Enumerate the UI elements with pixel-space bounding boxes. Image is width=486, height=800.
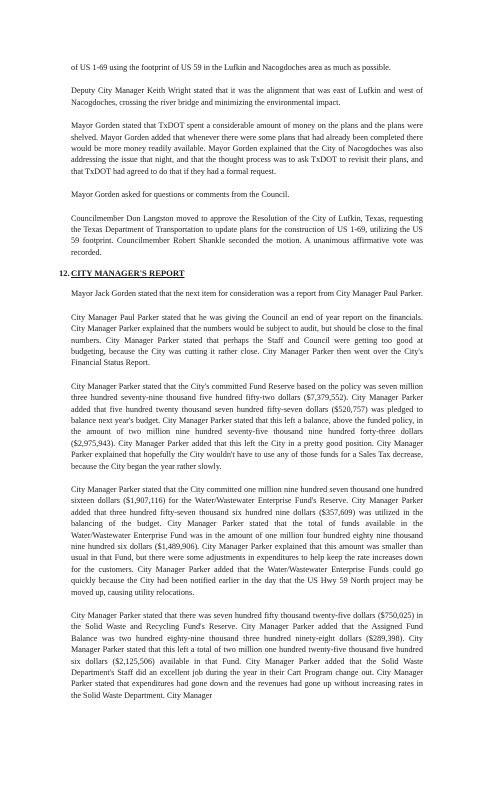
paragraph: Mayor Jack Gorden stated that the next item for consideration was a report from City Manager Paul Parker.: [71, 289, 423, 299]
section-heading: [59, 268, 423, 278]
section-number: 12.: [59, 268, 70, 279]
paragraph: Councilmember Don Langston moved to approve the Resolution of the City of Lufkin, Texas, requesting the Texas Department of Transportation to update plans for the construction of US 1-69, utilizing the US 59 footprint. Councilmember Robert Shankle seconded the motion. A unanimous affirmative vote was recorded.: [71, 213, 423, 257]
paragraph: City Manager Parker stated that there was seven hundred fifty thousand twenty-five dollars ($750,025) in the Solid Waste and Recycling Fund's Reserve. City Manager Parker added that the Assigned Fund Balance was two hundred eighty-nine thousand three hundred ninety-eight dollars ($289,398). City Manager Parker stated that this left a total of two million one hundred twenty-five thousand five hundred six dollars ($2,125,506) available in that Fund. City Manager Parker added that the Solid Waste Department's Staff did an excellent job during the year in their Cart Program change out. City Manager Parker stated that expenditures had gone down and the revenues had gone up without increasing rates in the Solid Waste Department. City Manager: [71, 611, 423, 700]
paragraph: Mayor Gorden stated that TxDOT spent a considerable amount of money on the plans and the plans were shelved. Mayor Gorden added that whenever there were some plans that had already been completed there would be more money readily available. Mayor Gorden explained that the City of Nacogdoches was also addressing the issue that night, and that the thought process was to ask TxDOT to revisit their plans, and that TxDOT had agreed to do that if they had a formal request.: [71, 121, 423, 176]
paragraph: City Manager Paul Parker stated that he was giving the Council an end of year report on the financials. City Manager Parker explained that the numbers would be subject to audit, but should be close to the final numbers. City Manager Parker stated that perhaps the Staff and Council were getting too good at budgeting, because the City was cutting it rather close. City Manager Parker then went over the City's Financial Status Report.: [71, 312, 423, 368]
paragraph: City Manager Parker stated that the City committed one million nine hundred seven thousand one hundred sixteen dollars ($1,907,116) for the Water/Wastewater Enterprise Fund's Reserve. City Manager Parker added that three hundred fifty-seven thousand six hundred nine dollars ($357,609) was utilized in the balancing of the budget. City Manager Parker stated that the total of funds available in the Water/Wastewater Enterprise Fund was in the amount of one million four hundred eighty nine thousand nine hundred six dollars ($1,489,906). City Manager Parker explained that this amount was smaller than usual in that Fund, but there were some adjustments in expenditures to help keep the rate increases down for the customers. City Manager Parker added that the Water/Wastewater Enterprise Funds could go quickly because the City had been notified earlier in the day that the US Hwy 59 North project may be moved up, causing utility relocations.: [71, 484, 423, 597]
paragraph: of US 1-69 using the footprint of US 59 in the Lufkin and Nacogdoches area as much as possible.: [71, 63, 391, 72]
document-body: [59, 62, 423, 713]
paragraph: Deputy City Manager Keith Wright stated that it was the alignment that was east of Lufkin and west of Nacogdoches, crossing the river bridge and minimizing the environmental impact.: [71, 86, 423, 107]
section-title: CITY MANAGER'S REPORT: [71, 268, 185, 279]
paragraph: Mayor Gorden asked for questions or comments from the Council.: [71, 190, 290, 200]
paragraph: City Manager Parker stated that the City's committed Fund Reserve based on the policy was seven million three hundred seventy-nine thousand five hundred fifty-two dollars ($7,379,552). City Manager Parker added that five hundred twenty thousand seven hundred fifty-seven dollars ($520,757) was pledged to balance next year's budget. City Manager Parker stated that this left a balance, above the funded policy, in the amount of two million nine hundred seventy-five thousand nine hundred forty-three dollars ($2,975,943). City Manager Parker added that this left the City in a pretty good position. City Manager Parker explained that hopefully the City wouldn't have to use any of those funds for a Sales Tax decrease, because the City began the year rather slowly.: [71, 381, 423, 471]
